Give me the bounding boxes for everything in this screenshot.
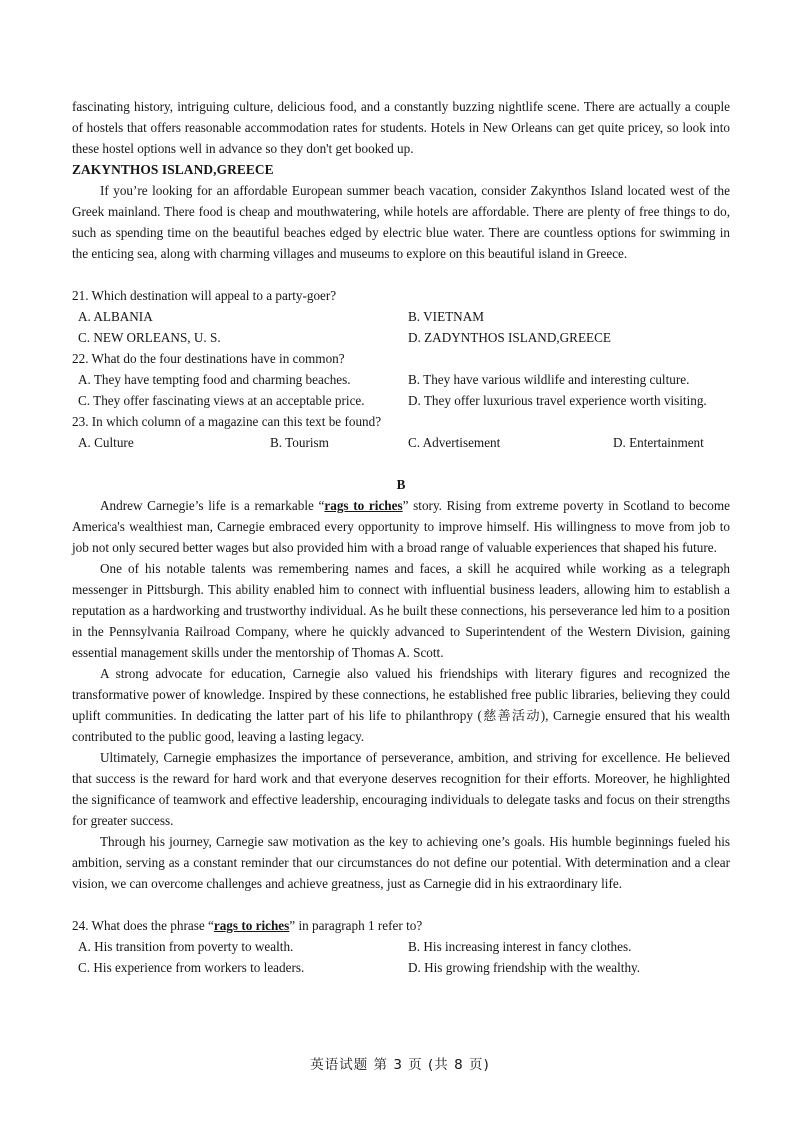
option-d: D. Entertainment [613,435,704,450]
options [72,936,730,978]
question-24 [72,915,730,978]
option-c: C. They offer fascinating views at an acceptable price. [78,393,365,408]
option-b: B. His increasing interest in fancy clothes. [408,939,632,954]
option-a: A. They have tempting food and charming beaches. [78,372,351,387]
question-23 [72,411,730,453]
option-c: C. His experience from workers to leaders. [78,960,305,975]
passage-b-paragraph-4: Ultimately, Carnegie emphasizes the importance of perseverance, ambition, and striving for excellence. He believed that success is the reward for hard work and that everyone deserves recognition for their efforts. Moreover, he highlighted the significance of teamwork and effective leadership, encouraging individuals to delegate tasks and focus on their strengths for greater success. [72,750,730,828]
question-stem: 21. Which destination will appeal to a party-goer? [72,288,337,303]
option-d: D. His growing friendship with the wealthy. [408,960,641,975]
passage-b-paragraph-2: One of his notable talents was remembering names and faces, a skill he acquired while working as a telegraph messenger in Pittsburgh. This ability enabled him to connect with influential business leaders, allowing him to establish a reputation as a hardworking and trustworthy individual. As he built these connections, his perseverance led him to a position in the Pennsylvania Railroad Company, where he quickly advanced to Superintendent of the Western Division, gaining essential management skills under the mentorship of Thomas A. Scott. [72,561,730,660]
option-c: C. Advertisement [408,435,501,450]
highlighted-phrase: rags to riches [324,498,403,513]
option-c: C. NEW ORLEANS, U. S. [78,330,221,345]
passage-b-paragraph-5: Through his journey, Carnegie saw motivation as the key to achieving one’s goals. His humble beginnings fueled his ambition, serving as a constant reminder that our circumstances do not define our potential. With determination and a clear vision, we can overcome challenges and achieve greatness, just as Carnegie did in his extraordinary life. [72,834,730,891]
zakynthos-heading: ZAKYNTHOS ISLAND,GREECE [72,162,274,177]
option-d: D. They offer luxurious travel experience worth visiting. [408,393,707,408]
passage-b-paragraph-3: A strong advocate for education, Carnegie also valued his friendships with literary figures and recognized the transformative power of knowledge. Inspired by these connections, he established free public libraries, believing they could uplift communities. In dedicating the latter part of his life to philanthropy (慈善活动), Carnegie ensured that his wealth contributed to the public good, leaving a lasting legacy. [72,666,730,744]
option-b: B. They have various wildlife and interesting culture. [408,372,690,387]
text-run: ” in paragraph 1 refer to? [289,918,423,933]
question-stem: 22. What do the four destinations have in common? [72,351,345,366]
option-b: B. VIETNAM [408,309,484,324]
options [72,369,730,411]
options [72,306,730,348]
highlighted-phrase: rags to riches [213,918,290,933]
question-stem: 23. In which column of a magazine can this text be found? [72,414,382,429]
option-a: A. Culture [78,435,134,450]
intro-paragraph: fascinating history, intriguing culture, delicious food, and a constantly buzzing nightlife scene. There are actually a couple of hostels that offers reasonable accommodation rates for students. Hotels in New Orleans can get quite pricey, so look into these hostel options well in advance so they don't get booked up. [72,99,730,156]
options [72,432,730,453]
option-a: A. ALBANIA [78,309,153,324]
text-run: Andrew Carnegie’s life is a remarkable “ [100,498,325,513]
zakynthos-paragraph: If you’re looking for an affordable European summer beach vacation, consider Zakynthos Island located west of the Greek mainland. There food is cheap and mouthwatering, while hotels are affordable. There are plenty of free things to do, such as spending time on the beautiful beaches edged by electric blue water. There are countless options for swimming in the enticing sea, along with charming villages and museums to explore on this beautiful island in Greece. [72,183,730,261]
page-footer: 英语试题 第 3 页 (共 8 页) [310,1057,490,1073]
page-content [72,96,730,978]
option-b: B. Tourism [270,435,329,450]
question-22 [72,348,730,411]
text-run: ” story. Rising from extreme poverty in Scotland to become America's wealthiest man, Carnegie embraced every opportunity to improve himself. His willingness to move from job to job not only secured better wages but also provided him with a broad range of valuable experiences that shaped his future. [72,498,730,555]
question-stem [72,915,730,936]
passage-b-paragraph-1 [72,495,730,558]
option-d: D. ZADYNTHOS ISLAND,GREECE [408,330,611,345]
option-a: A. His transition from poverty to wealth. [78,939,294,954]
question-21 [72,285,730,348]
section-b-heading: B [396,477,406,492]
text-run: 24. What does the phrase “ [72,918,214,933]
